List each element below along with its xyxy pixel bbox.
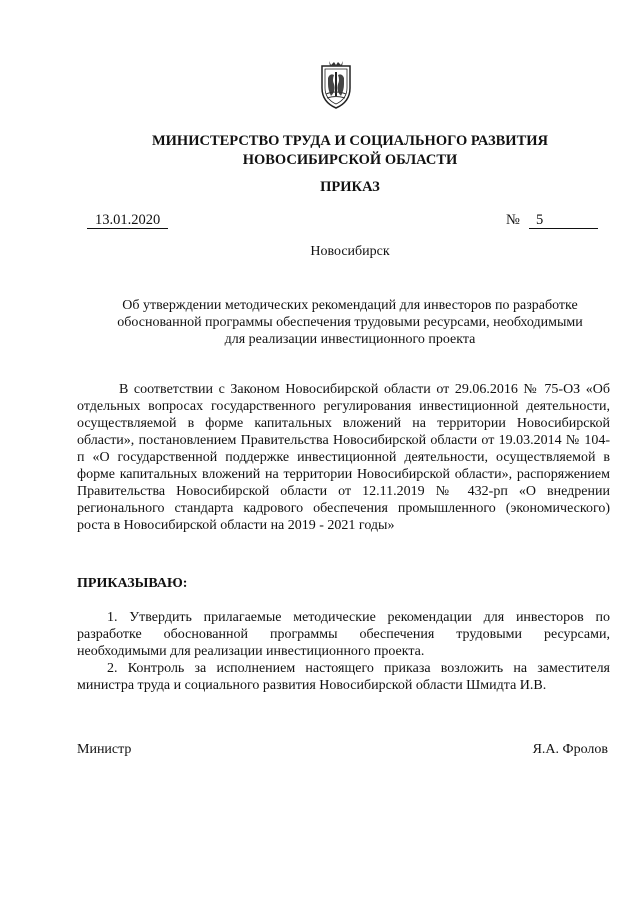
- order-item-2: 2. Контроль за исполнением настоящего приказа возложить на заместителя министра труда и социального развития Новосибирской области Шмидта И.В.: [77, 661, 610, 693]
- document-subject: [80, 297, 620, 348]
- subject-line-1: Об утверждении методических рекомендаций для инвесторов по разработке: [122, 298, 578, 313]
- subject-line-2: обоснованной программы обеспечения трудовыми ресурсами, необходимыми: [117, 315, 583, 330]
- ministry-line-1: МИНИСТЕРСТВО ТРУДА И СОЦИАЛЬНОГО РАЗВИТИЯ: [151, 133, 549, 149]
- signatory-position: Министр: [77, 742, 132, 757]
- order-item-1: 1. Утвердить прилагаемые методические рекомендации для инвесторов по разработке обоснованной программы обеспечения трудовыми ресурсами, необходимыми для реализации инвестиционного проекта.: [77, 610, 610, 659]
- orders-heading: ПРИКАЗЫВАЮ:: [77, 576, 188, 591]
- document-date: 13.01.2020: [87, 212, 168, 229]
- number-sign: №: [506, 212, 520, 228]
- ministry-name: [60, 132, 640, 170]
- signatory-name: Я.А. Фролов: [532, 742, 608, 757]
- order-items: [77, 609, 610, 694]
- coat-of-arms-emblem: [316, 58, 356, 110]
- subject-line-3: для реализации инвестиционного проекта: [224, 332, 476, 347]
- preamble-paragraph: В соответствии с Законом Новосибирской области от 29.06.2016 № 75-ОЗ «Об отдельных вопросах государственного регулирования инвестиционной деятельности, осуществляемой в форме капитальных вложений на территории Новосибирской области», постановлением Правительства Новосибирской области от 19.03.2014 № 104-п «О государственной поддержке инвестиционной деятельности, осуществляемой в форме капитальных вложений на территории Новосибирской области», распоряжением Правительства Новосибирской области от 12.11.2019 № 432-рп «О внедрении регионального стандарта кадрового обеспечения промышленного (экономического) роста в Новосибирской области на 2019 - 2021 годы»: [77, 382, 610, 533]
- ministry-line-2: НОВОСИБИРСКОЙ ОБЛАСТИ: [242, 152, 458, 168]
- document-number: 5: [529, 212, 598, 229]
- document-type: ПРИКАЗ: [320, 179, 380, 195]
- city: Новосибирск: [310, 244, 390, 259]
